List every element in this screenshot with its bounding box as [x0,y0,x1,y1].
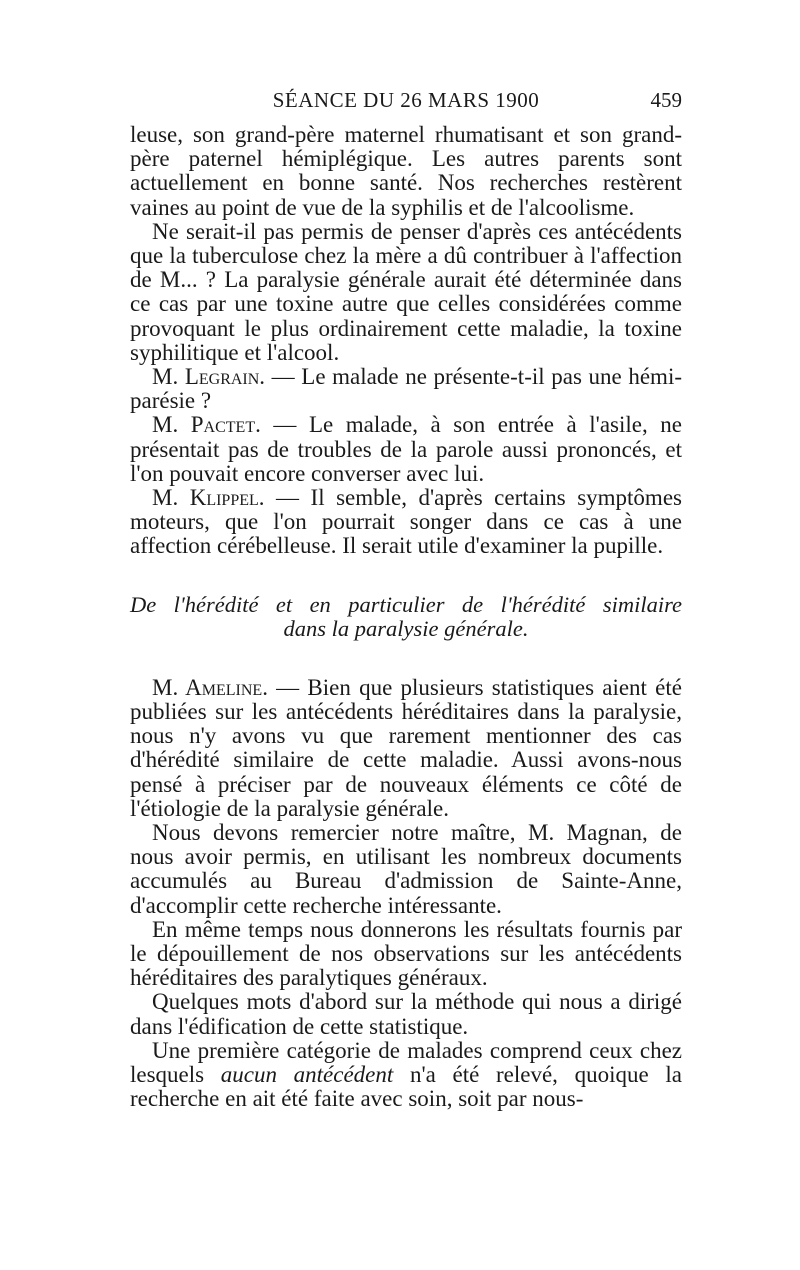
section-heading [130,593,682,642]
paragraph-text: n'a été relevé, quoique la recherche en ait été faite avec soin, soit par nous- [130,1062,682,1112]
discussion-remark [130,486,682,559]
speaker-name: M. Ameline. [152,674,268,700]
body-text [130,123,682,1112]
remark-text: — Le malade ne présente-t-il pas une hémi-parésie ? [130,364,682,414]
paragraph [130,1039,682,1112]
emphasis-text: aucun antécédent [220,1062,394,1088]
paragraph: En même temps nous donnerons les résultats fournis par le dépouillement de nos observations sur les antécédents héréditaires des paralytiques généraux. [130,916,682,991]
running-title: SÉANCE DU 26 MARS 1900 [272,88,540,112]
section-heading-line: De l'hérédité et en particulier de l'hérédité similaire [130,591,682,617]
speaker-name: M. Klippel. [152,485,265,511]
paragraph: Nous devons remercier notre maître, M. Magnan, de nous avoir permis, en utilisant les nombreux documents accumulés au Bureau d'admission de Sainte-Anne, d'accomplir cette recherche intéressante. [130,820,682,918]
speaker-name: M. Pactet. [152,412,261,438]
page-number: 459 [650,88,682,112]
remark-text: — Il semble, d'après certains symptômes moteurs, que l'on pourrait songer dans ce cas à une affection cérébelleuse. Il serait utile d'examiner la pupille. [130,485,682,559]
paragraph: Quelques mots d'abord sur la méthode qui nous a dirigé dans l'édification de cette statistique. [130,989,682,1039]
discussion-remark [130,413,682,486]
paragraph-text: — Bien que plusieurs statistiques aient été publiées sur les antécédents héréditaires dans la paralysie, nous n'y avons vu que rarement mentionner des cas d'hérédité similaire de cette maladie. Aussi avons-nous pensé à préciser par de nouveaux éléments ce côté de l'étiologie de la paralysie générale. [130,674,682,821]
running-head [130,88,682,118]
paragraph-text: Une première catégorie de malades comprend ceux chez lesquels [130,1037,682,1088]
remark-text: — Le malade, à son entrée à l'asile, ne présentait pas de troubles de la parole aussi prononcés, et l'on pouvait encore converser avec lui. [130,412,682,486]
discussion-remark [130,365,682,413]
speaker-name: M. Legrain. [152,364,266,390]
paragraph [130,676,682,821]
paragraph: leuse, son grand-père maternel rhumatisant et son grand-père paternel hémiplégique. Les autres parents sont actuellement en bonne santé. Nos recherches restèrent vaines au point de vue de la syphilis et de l'alcoolisme. [130,122,682,220]
section-heading-line: dans la paralysie générale. [283,616,529,642]
paragraph: Ne serait-il pas permis de penser d'après ces antécédents que la tuberculose chez la mère a dû contribuer à l'affection de M... ? La paralysie générale aurait été déterminée dans ce cas par une toxine autre que celles considérées comme provoquant le plus ordinairement cette maladie, la toxine syphilitique et l'alcool. [130,218,682,365]
